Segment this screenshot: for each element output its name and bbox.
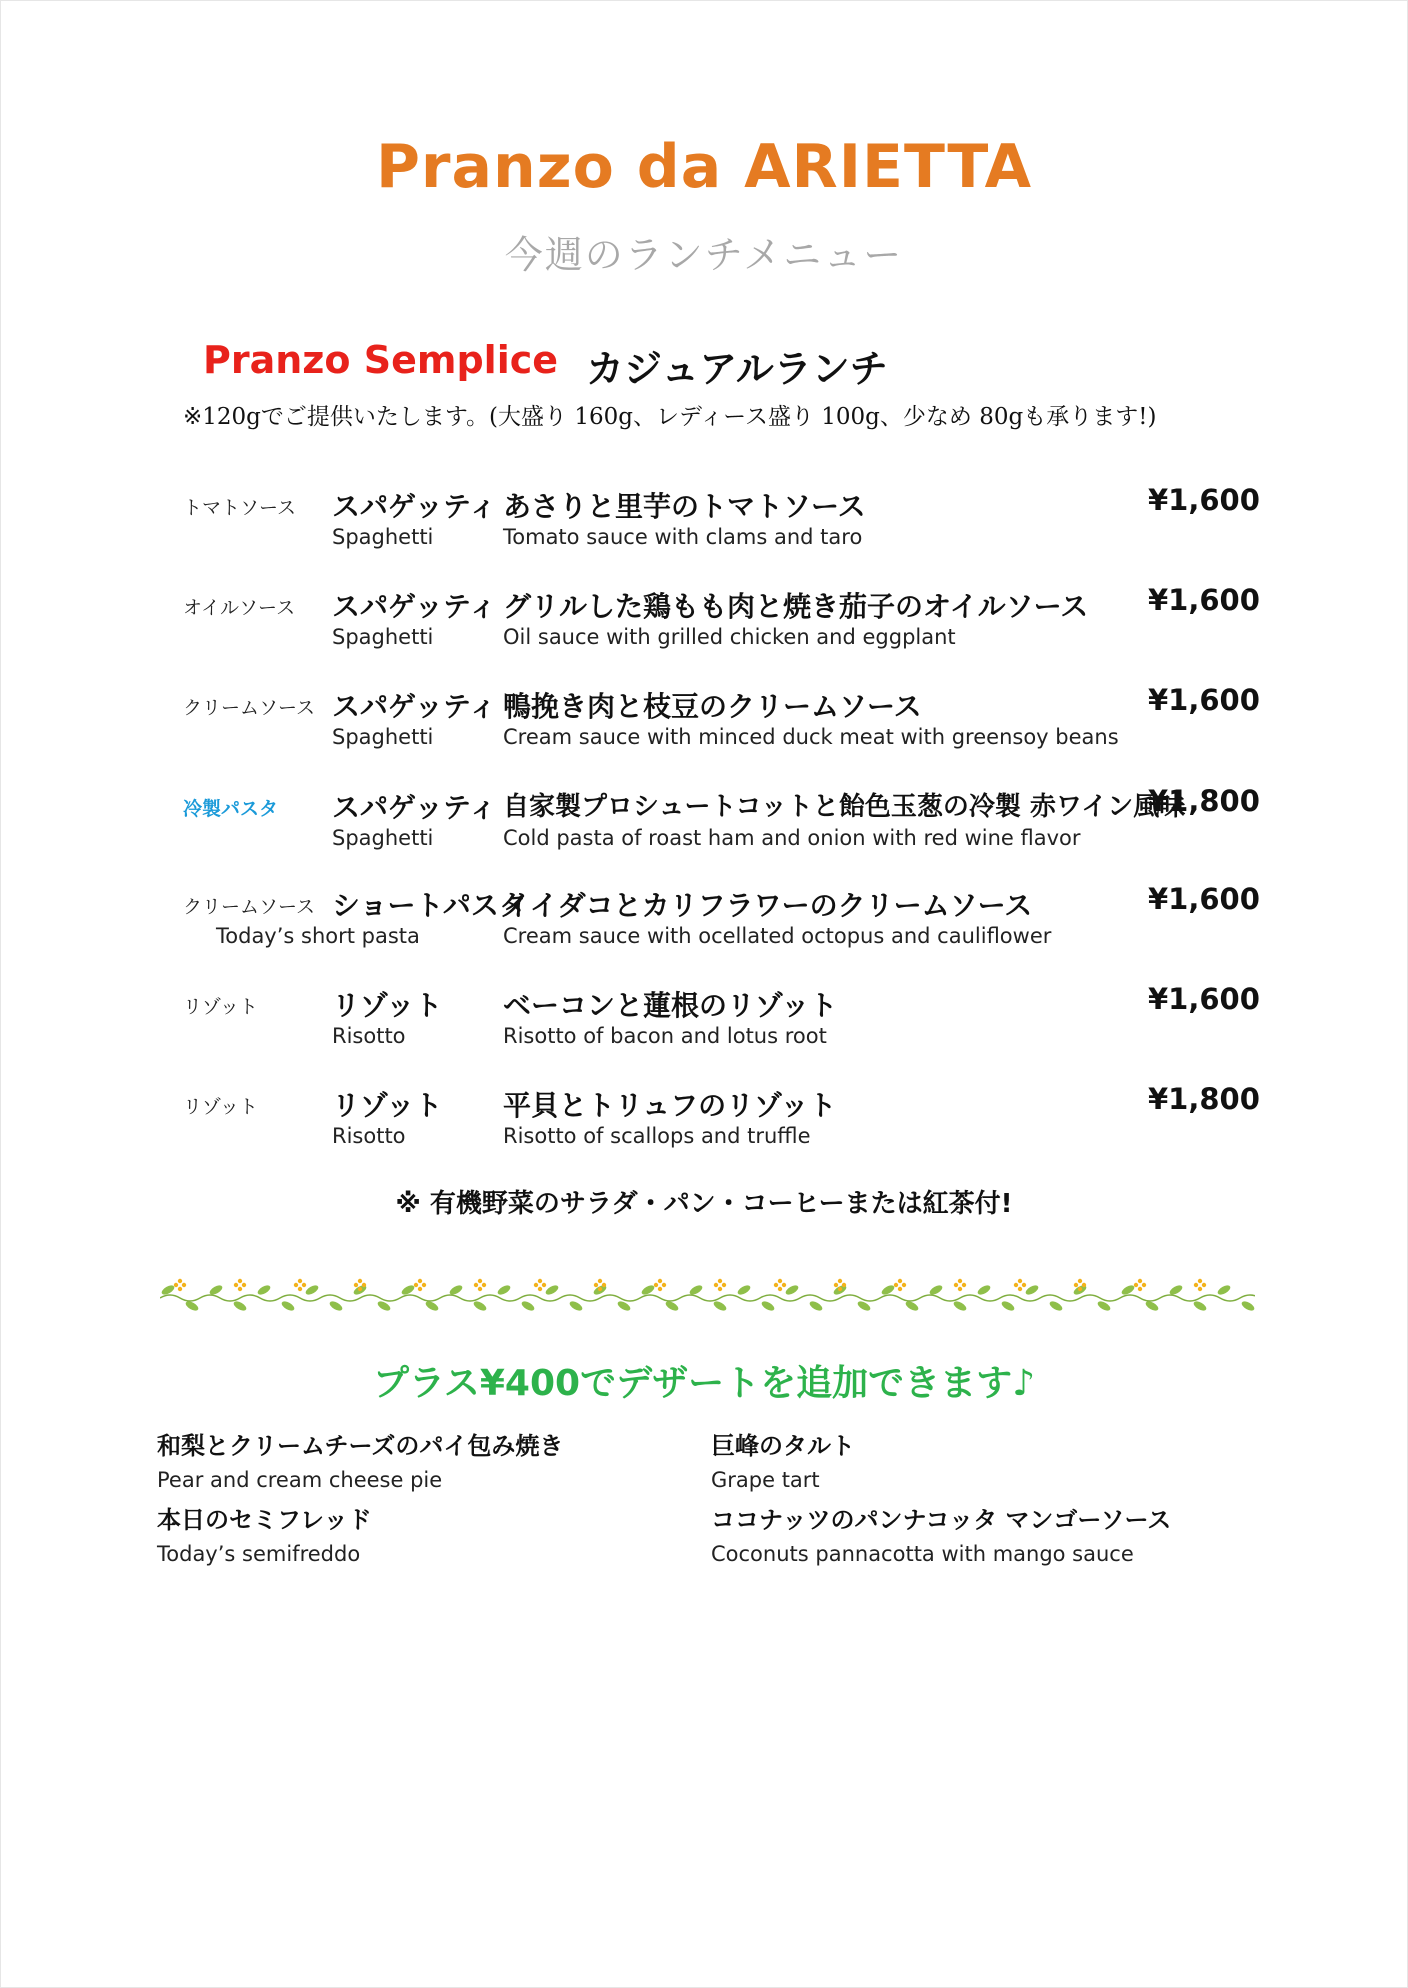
vine-flower [302, 1283, 306, 1287]
vine-flower [898, 1287, 902, 1291]
vine-flower [478, 1287, 482, 1291]
vine-leaf [784, 1283, 800, 1296]
menu-item-dish-en: Cream sauce with minced duck meat with greensoy beans [503, 725, 1119, 749]
vine-leaf [568, 1299, 584, 1312]
menu-item-dish-en: Oil sauce with grilled chicken and eggplant [503, 625, 956, 649]
vine-flower [598, 1279, 602, 1283]
vine-leaf [280, 1299, 296, 1312]
menu-item-dish-en: Risotto of scallops and truffle [503, 1124, 811, 1148]
menu-item-price: ¥1,600 [1148, 483, 1260, 517]
vine-flower [722, 1283, 726, 1287]
menu-item-type-en: Today’s short pasta [216, 924, 420, 948]
vine-leaf [1216, 1283, 1232, 1296]
menu-item-category: 冷製パスタ [183, 798, 279, 820]
vine-leaf [952, 1299, 968, 1312]
vine-flower [422, 1283, 426, 1287]
vine-leaf [496, 1283, 512, 1296]
page-subtitle: 今週のランチメニュー [504, 233, 904, 277]
menu-item-type-en: Spaghetti [332, 525, 434, 549]
vine-leaf [808, 1299, 824, 1312]
vine-flower [414, 1283, 418, 1287]
vine-leaf [256, 1283, 272, 1296]
vine-flower [418, 1287, 422, 1291]
vine-flower [538, 1287, 542, 1291]
dessert-item-jp: 巨峰のタルト [711, 1432, 855, 1460]
menu-item-price: ¥1,600 [1148, 982, 1260, 1016]
vine-flower [778, 1279, 782, 1283]
menu-item-category: オイルソース [183, 597, 296, 619]
vine-flower [714, 1283, 718, 1287]
vine-flower [354, 1283, 358, 1287]
vine-flower [538, 1279, 542, 1283]
vine-flower [594, 1283, 598, 1287]
vine-flower [1194, 1283, 1198, 1287]
vine-leaf [544, 1283, 560, 1296]
vine-flower [298, 1287, 302, 1291]
vine-leaf [520, 1299, 536, 1312]
menu-item-dish-en: Cold pasta of roast ham and onion with red wine flavor [503, 826, 1081, 850]
dessert-item-en: Grape tart [711, 1468, 820, 1492]
vine-flower [774, 1283, 778, 1287]
vine-leaf [1000, 1299, 1016, 1312]
menu-item-category: クリームソース [183, 697, 316, 719]
menu-item [0, 1074, 1408, 1164]
vine-leaf [328, 1299, 344, 1312]
portion-note: ※120gでご提供いたします。(大盛り 160g、レディース盛り 100g、少なめ 80gも承ります!) [183, 404, 1157, 430]
menu-item-dish-jp: 鴨挽き肉と枝豆のクリームソース [503, 690, 922, 723]
vine-flower [718, 1279, 722, 1283]
menu-item-type-en: Spaghetti [332, 725, 434, 749]
menu-item-dish-jp: 自家製プロシュートコットと飴色玉葱の冷製 赤ワイン風味 [503, 792, 1186, 822]
menu-item [0, 776, 1408, 866]
vine-flower [418, 1279, 422, 1283]
vine-flower [658, 1279, 662, 1283]
menu-item [0, 675, 1408, 765]
menu-item-category: トマトソース [183, 497, 297, 519]
menu-item-type-jp: スパゲッティ [332, 490, 497, 523]
vine-flower [242, 1283, 246, 1287]
vine-flower [962, 1283, 966, 1287]
vine-flower [482, 1283, 486, 1287]
vine-leaf [304, 1283, 320, 1296]
vine-flower [182, 1283, 186, 1287]
vine-flower [902, 1283, 906, 1287]
vine-leaf [1024, 1283, 1040, 1296]
dessert-item-en: Coconuts pannacotta with mango sauce [711, 1542, 1134, 1566]
menu-item-dish-jp: ベーコンと蓮根のリゾット [503, 989, 838, 1022]
menu-item-dish-jp: あさりと里芋のトマトソース [503, 490, 866, 523]
dessert-item-jp: 本日のセミフレッド [157, 1506, 372, 1534]
menu-item-type-en: Risotto [332, 1124, 406, 1148]
vine-flower [358, 1287, 362, 1291]
vine-flower [654, 1283, 658, 1287]
vine-flower [894, 1283, 898, 1287]
vine-flower [178, 1279, 182, 1283]
vine-leaf [232, 1299, 248, 1312]
vine-flower [238, 1287, 242, 1291]
vine-leaf [976, 1283, 992, 1296]
menu-item [0, 475, 1408, 565]
menu-item-dish-en: Cream sauce with ocellated octopus and cauliflower [503, 924, 1052, 948]
menu-item-type-jp: スパゲッティ [332, 690, 497, 723]
dessert-item-en: Pear and cream cheese pie [157, 1468, 443, 1492]
vine-flower [1198, 1287, 1202, 1291]
menu-item-price: ¥1,600 [1148, 583, 1260, 617]
vine-flower [598, 1287, 602, 1291]
vine-flower [534, 1283, 538, 1287]
vine-flower [838, 1287, 842, 1291]
menu-item-type-jp: スパゲッティ [332, 791, 497, 824]
vine-leaf [736, 1283, 752, 1296]
menu-item-type-jp: ショートパスタ [332, 889, 527, 922]
menu-item-type-en: Spaghetti [332, 625, 434, 649]
vine-flower [1078, 1279, 1082, 1283]
vine-flower [474, 1283, 478, 1287]
vine-flower [1138, 1279, 1142, 1283]
vine-flower [1198, 1279, 1202, 1283]
vine-flower [294, 1283, 298, 1287]
menu-item-price: ¥1,600 [1148, 683, 1260, 717]
menu-item-category: クリームソース [183, 896, 316, 918]
vine-flower [782, 1283, 786, 1287]
vine-leaf [760, 1299, 776, 1312]
vine-divider [160, 1275, 1255, 1321]
menu-item-dish-jp: 平貝とトリュフのリゾット [503, 1089, 837, 1122]
vine-flower [958, 1287, 962, 1291]
vine-flower [898, 1279, 902, 1283]
vine-leaf [1240, 1299, 1255, 1312]
menu-item-dish-en: Tomato sauce with clams and taro [503, 525, 863, 549]
vine-flower [1082, 1283, 1086, 1287]
vine-flower [658, 1287, 662, 1291]
vine-flower [1074, 1283, 1078, 1287]
vine-flower [834, 1283, 838, 1287]
menu-item-dish-en: Risotto of bacon and lotus root [503, 1024, 827, 1048]
menu-item [0, 575, 1408, 665]
vine-leaf [1048, 1299, 1064, 1312]
vine-flower [1022, 1283, 1026, 1287]
menu-item [0, 974, 1408, 1064]
vine-flower [958, 1279, 962, 1283]
vine-flower [1142, 1283, 1146, 1287]
dessert-item-jp: ココナッツのパンナコッタ マンゴーソース [711, 1506, 1172, 1534]
vine-flower [662, 1283, 666, 1287]
vine-flower [358, 1279, 362, 1283]
vine-flower [838, 1279, 842, 1283]
menu-item-dish-jp: グリルした鶏もも肉と焼き茄子のオイルソース [503, 590, 1089, 623]
vine-flower [298, 1279, 302, 1283]
dessert-item-en: Today’s semifreddo [157, 1542, 361, 1566]
menu-item-price: ¥1,800 [1148, 1082, 1260, 1116]
vine-flower [174, 1283, 178, 1287]
vine-flower [842, 1283, 846, 1287]
menu-item-type-en: Spaghetti [332, 826, 434, 850]
vine-flower [718, 1287, 722, 1291]
includes-note: ※ 有機野菜のサラダ・パン・コーヒーまたは紅茶付! [395, 1189, 1013, 1219]
vine-flower [1134, 1283, 1138, 1287]
menu-item-type-jp: リゾット [332, 989, 443, 1022]
vine-flower [1018, 1287, 1022, 1291]
menu-item-category: リゾット [183, 1096, 258, 1118]
vine-flower [1202, 1283, 1206, 1287]
vine-flower [362, 1283, 366, 1287]
menu-item-category: リゾット [183, 996, 258, 1018]
vine-flower [954, 1283, 958, 1287]
vine-flower [542, 1283, 546, 1287]
dessert-heading: プラス¥400でデザートを追加できます♪ [372, 1363, 1036, 1404]
vine-flower [478, 1279, 482, 1283]
menu-item-price: ¥1,600 [1148, 882, 1260, 916]
section-title-en: Pranzo Semplice [203, 338, 559, 382]
vine-flower [1018, 1279, 1022, 1283]
vine-leaf [1192, 1299, 1208, 1312]
menu-item-type-jp: スパゲッティ [332, 590, 497, 623]
vine-flower [1014, 1283, 1018, 1287]
vine-flower [1078, 1287, 1082, 1291]
vine-flower [602, 1283, 606, 1287]
menu-item-price: ¥1,800 [1148, 784, 1260, 818]
section-title-jp: カジュアルランチ [586, 347, 888, 391]
restaurant-title: Pranzo da ARIETTA [375, 132, 1033, 202]
menu-item-dish-jp: イイダコとカリフラワーのクリームソース [503, 889, 1033, 922]
vine-flower [178, 1287, 182, 1291]
vine-flower [1138, 1287, 1142, 1291]
vine-flower [234, 1283, 238, 1287]
menu-item [0, 874, 1408, 964]
vine-leaf [472, 1299, 488, 1312]
menu-item-type-jp: リゾット [332, 1089, 443, 1122]
menu-item-type-en: Risotto [332, 1024, 406, 1048]
vine-flower [238, 1279, 242, 1283]
dessert-item-jp: 和梨とクリームチーズのパイ包み焼き [157, 1432, 564, 1460]
vine-leaf [712, 1299, 728, 1312]
vine-flower [778, 1287, 782, 1291]
